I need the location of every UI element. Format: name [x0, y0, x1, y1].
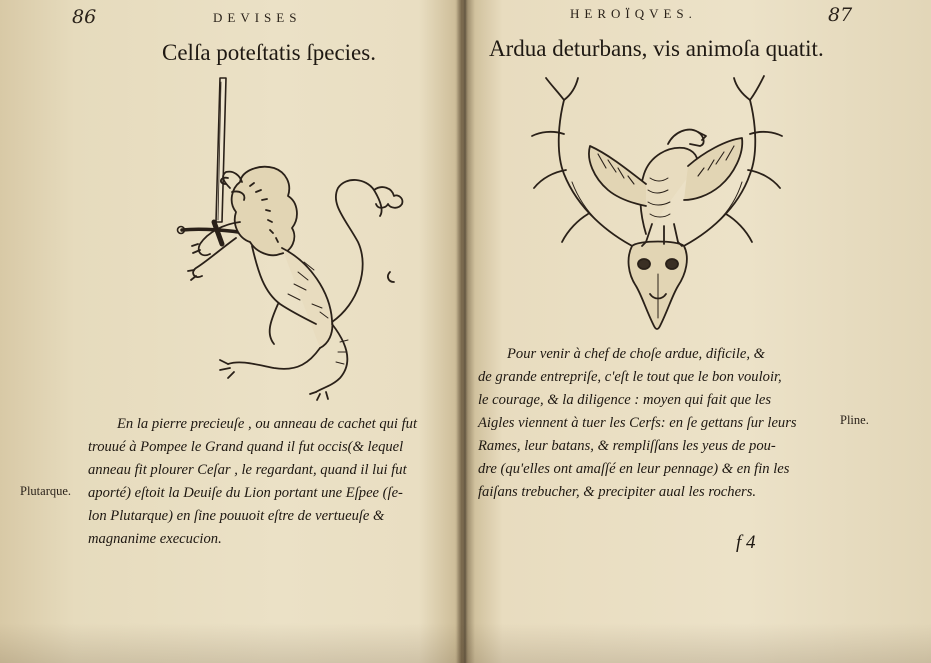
book-gutter [455, 0, 475, 663]
left-body-text [88, 413, 417, 551]
right-margin-note: Pline. [840, 413, 869, 427]
right-motto: Ardua deturbans, vis animoſa quatit. [489, 36, 824, 61]
right-body-line: Aigles viennent à tuer les Cerfs: en ſe gettans ſur leurs [478, 415, 797, 431]
left-motto: Celſa poteſtatis ſpecies. [162, 40, 376, 65]
right-body-line: dre (qu'elles ont amaſſé en leur pennage) & en fin les [478, 461, 790, 477]
right-body-line: Pour venir à chef de choſe ardue, dificile, & [507, 346, 766, 362]
right-body-line: Rames, leur batans, & rempliſſans les yeus de pou- [478, 438, 776, 454]
left-margin-note: Plutarque. [20, 484, 72, 498]
left-running-head: DEVISES [213, 10, 302, 25]
page-shadow [0, 623, 931, 663]
right-body-text [478, 343, 797, 504]
left-body-line: En la pierre precieuſe , ou anneau de cachet qui fut [117, 416, 418, 432]
right-page [466, 0, 931, 663]
left-page-number: 86 [72, 6, 97, 28]
left-body-line: lon Plutarque) en ſine pouuoit eſtre de vertueuſe & [88, 508, 385, 524]
left-body-line: magnanime execucion. [88, 531, 222, 547]
left-body-line: anneau fit plourer Ceſar , le regardant, quand il lui fut [88, 462, 407, 478]
right-body-line: le courage, & la diligence : moyen qui fait que les [478, 392, 772, 408]
right-page-number: 87 [828, 4, 853, 26]
signature-mark: f 4 [736, 532, 756, 553]
right-running-head: HEROÏQVES. [570, 6, 697, 21]
right-body-line: faiſans trebucher, & precipiter aual les rochers. [478, 484, 757, 500]
eagle-on-stag-skull-icon [528, 74, 788, 334]
left-page [0, 0, 462, 663]
right-body-line: de grande entrepriſe, c'eſt le tout que le bon vouloir, [478, 369, 782, 385]
left-body-line: aporté) eſtoit la Deuiſe du Lion portant une Eſpee (ſe- [88, 485, 403, 501]
left-body-line: trouué à Pompee le Grand quand il fut occis(& lequel [88, 439, 404, 455]
lion-rampant-with-sword-icon [170, 72, 410, 402]
